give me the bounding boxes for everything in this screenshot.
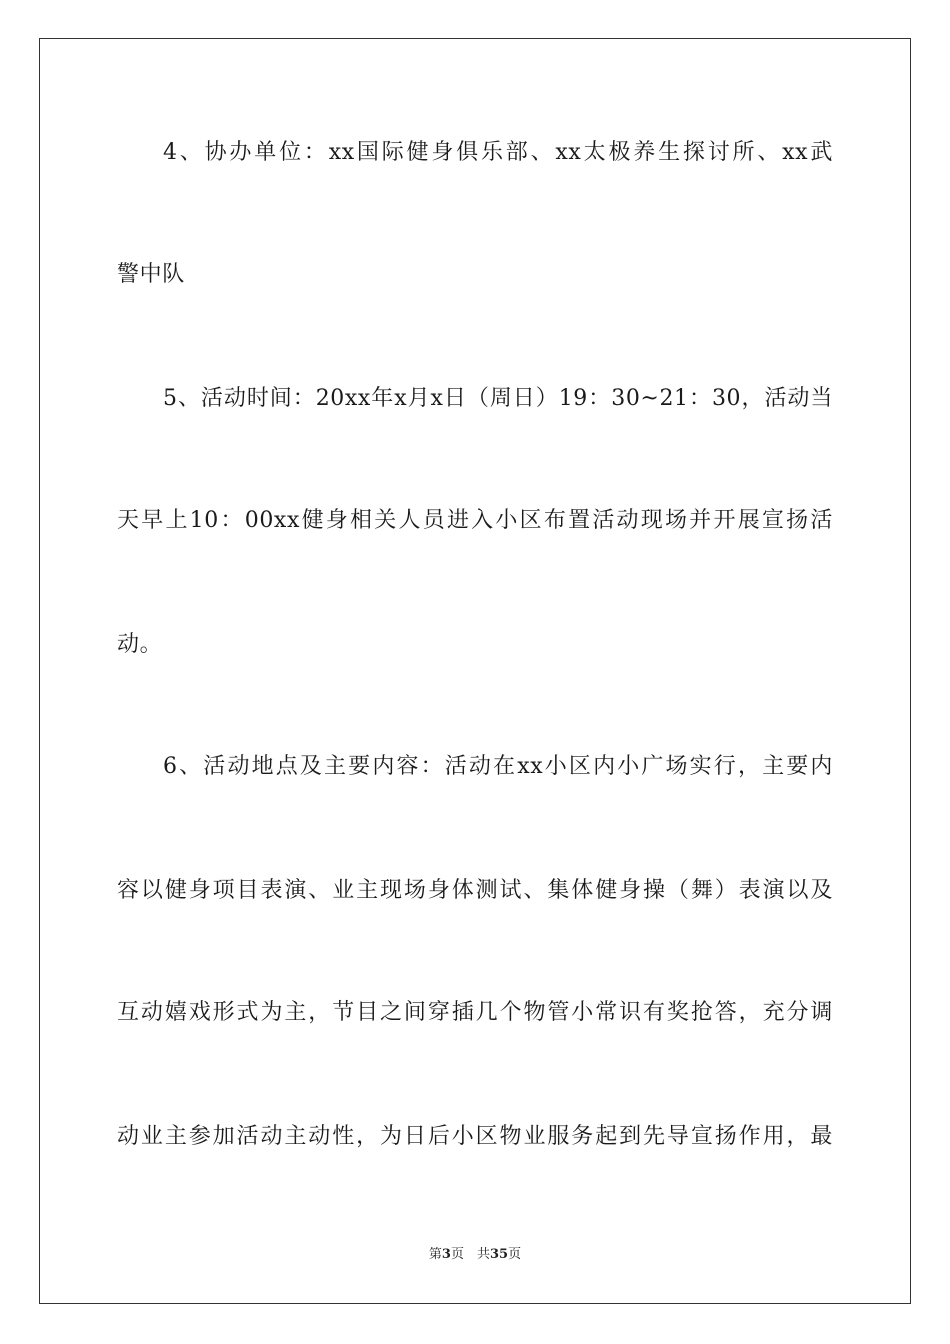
footer-prefix: 第 xyxy=(428,1247,442,1262)
paragraph-4-line-2: 警中队 xyxy=(117,262,185,287)
paragraph-6-line-3: 互动嬉戏形式为主，节目之间穿插几个物管小常识有奖抢答，充分调 xyxy=(117,1000,833,1025)
paragraph-5-line-1: 5、活动时间：20xx年x月x日（周日）19：30~21：30，活动当 xyxy=(163,386,833,411)
paragraph-5-line-3: 动。 xyxy=(117,632,163,657)
page-border xyxy=(39,38,911,1304)
paragraph-4-line-1: 4、协办单位：xx国际健身俱乐部、xx太极养生探讨所、xx武 xyxy=(163,140,833,165)
paragraph-6-line-1: 6、活动地点及主要内容：活动在xx小区内小广场实行，主要内 xyxy=(163,754,833,779)
current-page-number: 3 xyxy=(441,1247,451,1262)
total-page-number: 35 xyxy=(489,1247,509,1262)
footer-middle: 页 共 xyxy=(450,1247,490,1262)
page-footer xyxy=(0,1246,950,1264)
paragraph-6-line-4: 动业主参加活动主动性，为日后小区物业服务起到先导宣扬作用，最 xyxy=(117,1124,833,1149)
paragraph-6-line-2: 容以健身项目表演、业主现场身体测试、集体健身操（舞）表演以及 xyxy=(117,878,833,903)
footer-suffix: 页 xyxy=(508,1247,522,1262)
paragraph-5-line-2: 天早上10：00xx健身相关人员进入小区布置活动现场并开展宣扬活 xyxy=(117,508,833,533)
